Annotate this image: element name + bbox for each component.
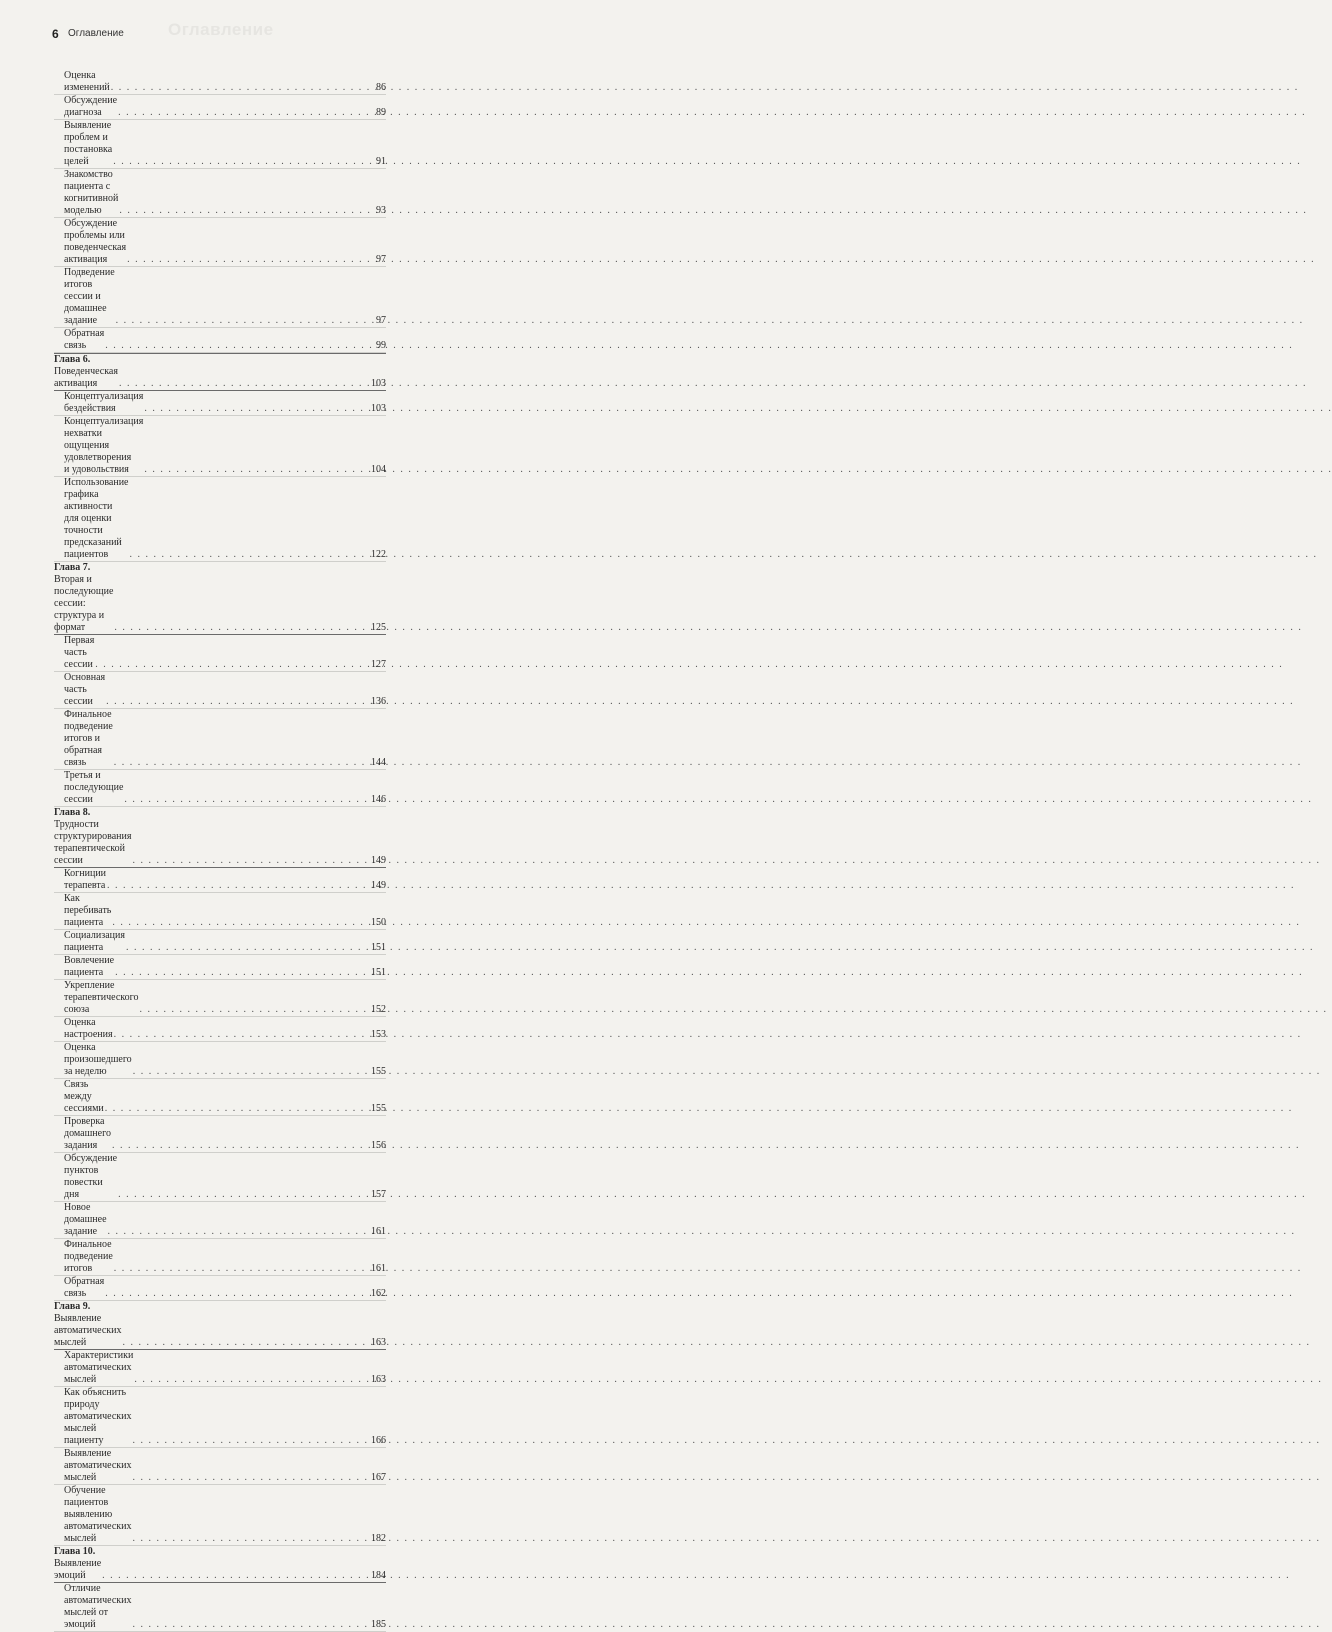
toc-page-number: 125: [371, 622, 386, 633]
toc-page-number: 185: [371, 1619, 386, 1630]
toc-label-text: Трудности структурирования терапевтической сессии: [54, 819, 132, 866]
toc-label: [64, 1583, 131, 1631]
toc-label-text: Концептуализация бездействия: [64, 391, 144, 414]
toc-page-number: 167: [371, 1472, 386, 1483]
dot-leader: [105, 1288, 369, 1300]
toc-page-number: 152: [371, 1004, 386, 1015]
toc-label-text: Социализация пациента: [64, 930, 125, 953]
toc-page-number: 150: [371, 917, 386, 928]
toc-entry-row[interactable]: [54, 267, 386, 328]
toc-label: [64, 980, 138, 1016]
toc-entry-row[interactable]: [54, 477, 386, 562]
toc-page-number: 151: [371, 967, 386, 978]
dot-leader: [115, 967, 369, 979]
toc-entry-row[interactable]: [54, 1042, 386, 1079]
dot-leader: [122, 1337, 369, 1349]
toc-entry-row[interactable]: [54, 1448, 386, 1485]
page-number: 6: [52, 27, 59, 41]
toc-entry-row[interactable]: [54, 930, 386, 955]
toc-label-text: Вовлечение пациента: [64, 955, 115, 978]
dot-leader: [106, 696, 369, 708]
toc-label: [64, 267, 115, 327]
toc-label: [64, 1116, 111, 1152]
toc-label: [64, 770, 123, 806]
toc-label: [54, 354, 118, 390]
toc-label-text: Первая часть сессии: [64, 635, 95, 670]
toc-label: [54, 1546, 101, 1582]
toc-page-number: 93: [376, 205, 386, 216]
dot-leader: [132, 1619, 369, 1631]
dot-leader: [114, 757, 369, 769]
toc-label-text: Оценка произошедшего за неделю: [64, 1042, 132, 1077]
toc-label-text: Обсуждение проблемы или поведенческая активация: [64, 218, 127, 265]
toc-page-number: 161: [371, 1263, 386, 1274]
toc-label-text: Выявление автоматических мыслей: [54, 1313, 122, 1348]
toc-page-number: 89: [376, 107, 386, 118]
toc-entry-row[interactable]: [54, 868, 386, 893]
toc-label-text: Обратная связь: [64, 1276, 105, 1299]
toc-label: [64, 169, 118, 217]
toc-label-text: Основная часть сессии: [64, 672, 106, 707]
toc-chapter-row[interactable]: [54, 807, 386, 868]
toc-entry-row[interactable]: [54, 70, 386, 95]
toc-entry-row[interactable]: [54, 1276, 386, 1301]
chapter-number: Глава 10.: [54, 1546, 96, 1557]
toc-page-number: 184: [371, 1570, 386, 1581]
toc-page-number: 151: [371, 942, 386, 953]
dot-leader: [116, 315, 369, 327]
toc-entry-row[interactable]: [54, 416, 386, 477]
toc-label: [64, 1276, 104, 1300]
toc-entry-row[interactable]: [54, 328, 386, 353]
toc-label-text: Оценка настроения: [64, 1017, 113, 1040]
dot-leader: [119, 205, 369, 217]
toc-label-text: Выявление автоматических мыслей: [64, 1448, 132, 1483]
toc-entry-row[interactable]: [54, 1017, 386, 1042]
dot-leader: [139, 1004, 369, 1016]
toc-entry-row[interactable]: [54, 120, 386, 169]
toc-page-number: 122: [371, 549, 386, 560]
toc-page-number: 153: [371, 1029, 386, 1040]
toc-page-number: 156: [371, 1140, 386, 1151]
toc-label-text: Проверка домашнего задания: [64, 1116, 111, 1151]
toc-label: [64, 709, 113, 769]
toc-page-number: 149: [371, 880, 386, 891]
toc-page-number: 161: [371, 1226, 386, 1237]
dot-leader: [108, 1226, 369, 1238]
toc-label-text: Как перебивать пациента: [64, 893, 112, 928]
toc-entry-row[interactable]: [54, 1350, 386, 1387]
chapter-number: Глава 7.: [54, 562, 91, 573]
chapter-number: Глава 6.: [54, 354, 91, 365]
dot-leader: [118, 1189, 369, 1201]
toc-page-number: 104: [371, 464, 386, 475]
toc-entry-row[interactable]: [54, 1079, 386, 1116]
toc-label: [64, 477, 129, 561]
dot-leader: [102, 1570, 369, 1582]
toc-label: [64, 1042, 132, 1078]
dot-leader: [132, 1533, 369, 1545]
dot-leader: [107, 880, 369, 892]
toc-page-number: 149: [371, 855, 386, 866]
toc-label: [64, 120, 112, 168]
toc-entry-row[interactable]: [54, 1202, 386, 1239]
toc-label-text: Третья и последующие сессии: [64, 770, 124, 805]
toc-chapter-row[interactable]: [54, 1301, 386, 1350]
dot-leader: [105, 1103, 369, 1115]
dot-leader: [132, 1435, 369, 1447]
chapter-number: Глава 8.: [54, 807, 91, 818]
toc-label-text: Новое домашнее задание: [64, 1202, 107, 1237]
toc-entry-row[interactable]: [54, 709, 386, 770]
toc-page-number: 182: [371, 1533, 386, 1544]
toc-chapter-row[interactable]: [54, 1546, 386, 1583]
toc-label: [64, 95, 117, 119]
toc-page-number: 103: [371, 403, 386, 414]
toc-label: [64, 1239, 113, 1275]
toc-label: [64, 416, 143, 476]
toc-entry-row[interactable]: [54, 1387, 386, 1448]
dot-leader: [114, 622, 369, 634]
toc-label: [54, 807, 131, 867]
toc-label: [54, 1301, 121, 1349]
toc-label: [54, 562, 113, 634]
dot-leader: [95, 659, 369, 671]
toc-entry-row[interactable]: [54, 1153, 386, 1202]
toc-label: [64, 391, 143, 415]
toc-page-number: 163: [371, 1374, 386, 1385]
toc-label-text: Выявление эмоций: [54, 1558, 102, 1581]
ghost-title: Оглавление: [168, 20, 274, 39]
toc-page-number: 86: [376, 82, 386, 93]
toc-label: [64, 635, 94, 671]
toc-label-text: Знакомство пациента с когнитивной моделью: [64, 169, 119, 216]
toc-label-text: Концептуализация нехватки ощущения удовлетворения: [64, 416, 144, 463]
toc-page-number: 91: [376, 156, 386, 167]
toc-page-number: 103: [371, 378, 386, 389]
toc-page-number: 97: [376, 254, 386, 265]
dot-leader: [118, 107, 369, 119]
toc-entry-row[interactable]: [54, 169, 386, 218]
toc-label-text: Оценка изменений: [64, 70, 110, 93]
toc-label-text: Характеристики автоматических мыслей: [64, 1350, 134, 1385]
dot-leader: [112, 1140, 369, 1152]
toc-label-text: Выявление проблем и постановка целей: [64, 120, 113, 167]
toc-page-number: 136: [371, 696, 386, 707]
dot-leader: [144, 403, 369, 415]
toc-label: [64, 868, 106, 892]
toc-entry-row[interactable]: [54, 893, 386, 930]
toc-label-text: Как объяснить природу автоматических мыслей пациенту: [64, 1387, 132, 1446]
dot-leader: [111, 82, 369, 94]
toc-label-text: Использование графика активности для оценки точности: [64, 477, 129, 536]
toc-page-number: 146: [371, 794, 386, 805]
toc-entry-row[interactable]: [54, 218, 386, 267]
dot-leader: [132, 855, 369, 867]
toc-entry-row[interactable]: [54, 1116, 386, 1153]
toc-chapter-row[interactable]: [54, 562, 386, 635]
toc-entry-row[interactable]: [54, 980, 386, 1017]
toc-page-number: 157: [371, 1189, 386, 1200]
toc-label: [64, 328, 104, 352]
toc-page-number: 127: [371, 659, 386, 670]
toc-label: [64, 1153, 117, 1201]
toc-label-text: Обсуждение пунктов повестки дня: [64, 1153, 118, 1200]
toc-label-text: Когниции терапевта: [64, 868, 107, 891]
toc-label: [64, 893, 111, 929]
toc-label: [64, 218, 126, 266]
toc-page-number: 155: [371, 1103, 386, 1114]
dot-leader: [113, 156, 369, 168]
toc-label-text: Обратная связь: [64, 328, 105, 351]
toc-entry-row[interactable]: [54, 1239, 386, 1276]
toc-entry-row[interactable]: [54, 95, 386, 120]
dot-leader: [124, 794, 369, 806]
toc-page-number: 163: [371, 1337, 386, 1348]
dot-leader: [144, 464, 369, 476]
toc-entry-row[interactable]: [54, 955, 386, 980]
toc-page-number: 99: [376, 340, 386, 351]
page-header: [0, 0, 410, 60]
toc-label-text: Поведенческая активация: [54, 366, 118, 389]
toc-label-text: Отличие автоматических мыслей от эмоций: [64, 1583, 132, 1630]
toc-entry-row[interactable]: [54, 672, 386, 709]
dot-leader: [130, 549, 370, 561]
running-title: Оглавление: [68, 28, 124, 39]
toc-label: [64, 1202, 107, 1238]
toc-label: [64, 955, 114, 979]
toc-label: [64, 1387, 131, 1447]
toc-entry-row[interactable]: [54, 391, 386, 416]
toc-label-text: Подведение итогов сессии и домашнее задание: [64, 267, 115, 326]
toc-entry-row[interactable]: [54, 635, 386, 672]
toc-entry-row[interactable]: [54, 770, 386, 807]
dot-leader: [134, 1374, 369, 1386]
table-of-contents: [54, 70, 386, 1632]
toc-label: [64, 1485, 131, 1545]
toc-label-text: Укрепление терапевтического союза: [64, 980, 139, 1015]
toc-label-text: Связь между сессиями: [64, 1079, 104, 1114]
dot-leader: [119, 378, 369, 390]
toc-page-number: 144: [371, 757, 386, 768]
toc-page-number: 97: [376, 315, 386, 326]
dot-leader: [126, 942, 369, 954]
toc-label-text-continued: предсказаний пациентов: [64, 537, 122, 560]
toc-label-text: Обучение пациентов выявлению автоматических мыслей: [64, 1485, 132, 1544]
dot-leader: [105, 340, 369, 352]
toc-chapter-row[interactable]: [54, 353, 386, 391]
toc-entry-row[interactable]: [54, 1583, 386, 1632]
dot-leader: [127, 254, 369, 266]
toc-page-number: 166: [371, 1435, 386, 1446]
toc-label-text: Вторая и последующие сессии: структура и формат: [54, 574, 114, 633]
toc-label-text-continued: и удовольствия: [64, 464, 129, 475]
toc-page-number: 155: [371, 1066, 386, 1077]
dot-leader: [112, 917, 369, 929]
toc-page-number: 162: [371, 1288, 386, 1299]
toc-label-text: Обсуждение диагноза: [64, 95, 118, 118]
toc-label: [64, 70, 110, 94]
toc-label: [64, 1079, 104, 1115]
toc-label: [64, 1448, 131, 1484]
dot-leader: [132, 1472, 369, 1484]
toc-label: [64, 930, 125, 954]
toc-label-text: Финальное подведение итогов и обратная связь: [64, 709, 113, 768]
dot-leader: [114, 1263, 369, 1275]
toc-label: [64, 672, 105, 708]
toc-label-text: Финальное подведение итогов: [64, 1239, 113, 1274]
toc-label: [64, 1017, 113, 1041]
chapter-number: Глава 9.: [54, 1301, 91, 1312]
toc-label: [64, 1350, 133, 1386]
dot-leader: [133, 1066, 369, 1078]
dot-leader: [114, 1029, 369, 1041]
toc-entry-row[interactable]: [54, 1485, 386, 1546]
